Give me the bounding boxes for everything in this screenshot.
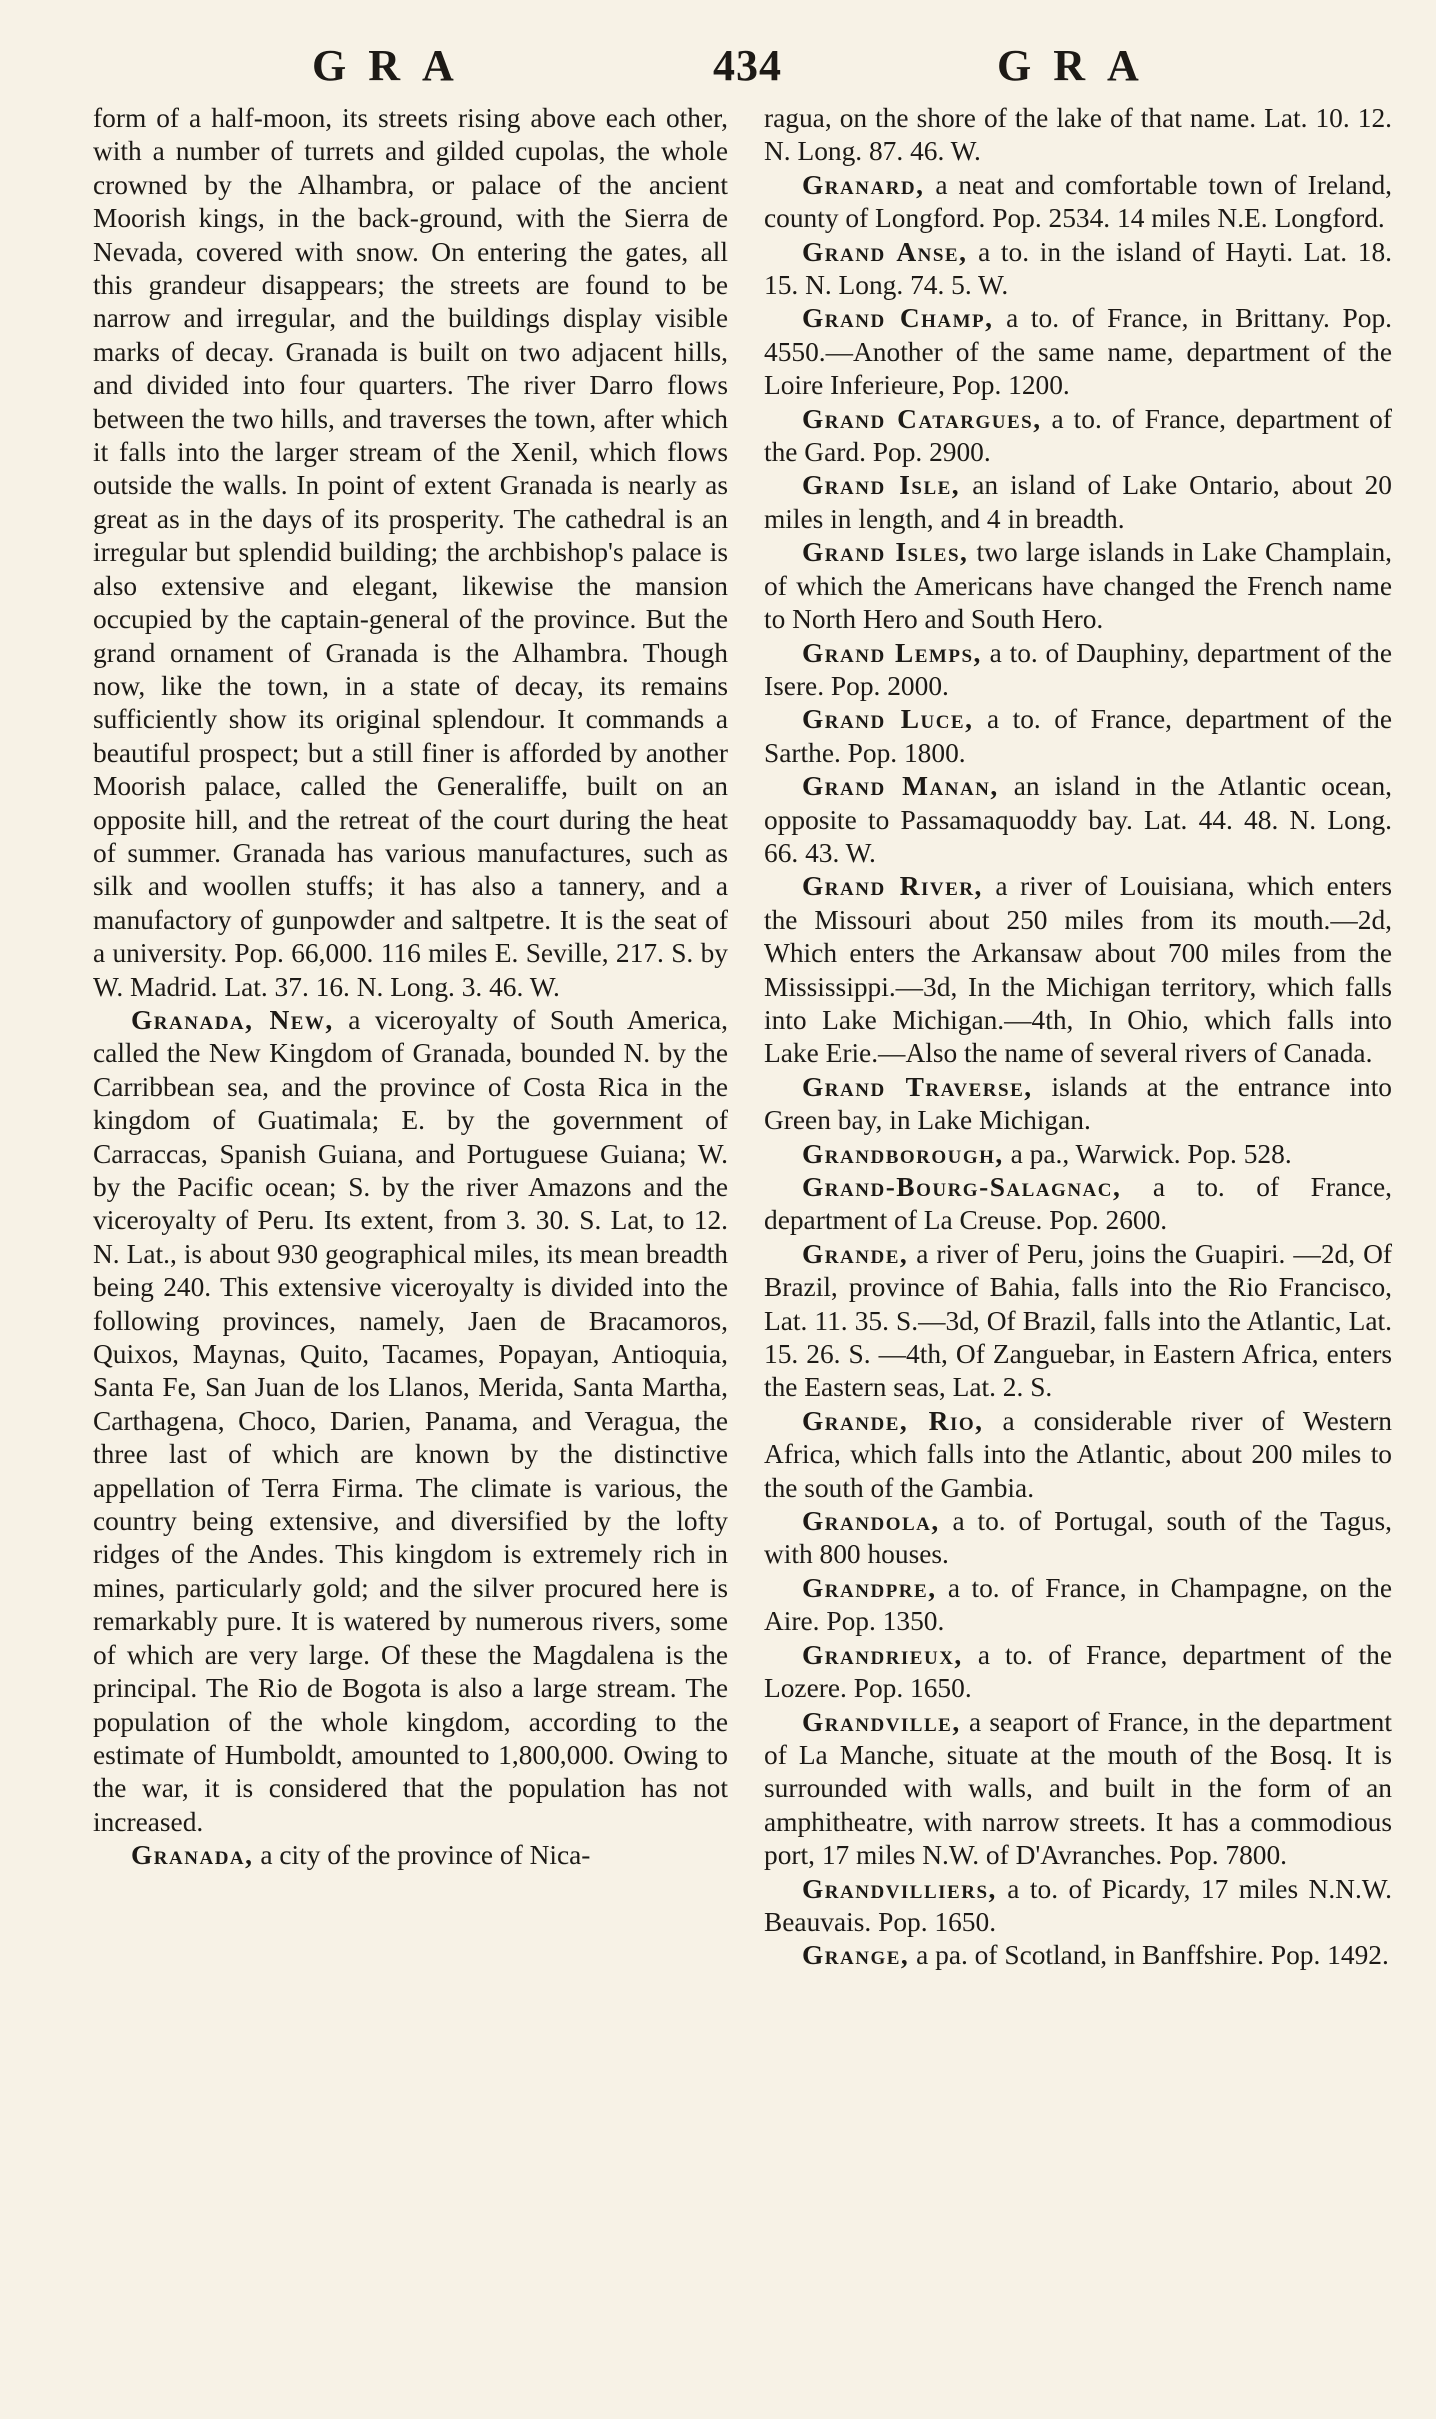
entry-grand-catargues [764, 403, 1392, 470]
entry-headword: Grandborough, [802, 1138, 1004, 1169]
entry-text: a to. of France, department of the Gard. Pop. 2900. [764, 403, 1392, 468]
entry-headword: Granada, [131, 1840, 254, 1871]
entry-text: a to. of Portugal, south of the Tagus, with 800 houses. [764, 1506, 1392, 1570]
entry-grande-rio [764, 1405, 1392, 1505]
entry-text: an island in the Atlantic ocean, opposite to Passamaquoddy bay. Lat. 44. 48. N. Long. 66. 43. W. [764, 771, 1393, 868]
entry-headword: Grand Anse, [802, 236, 968, 267]
entry-granada-continued: form of a half-moon, its streets rising above each other, with a number of turrets and gilded cupolas, the whole crowned by the Alhambra, or palace of the ancient Moorish kings, in the back-ground, with the Sierra de Nevada, covered with snow. On entering the gates, all this grandeur disappears; the streets are found to be narrow and irregular, and the buildings display visible marks of decay. Granada is built on two adjacent hills, and divided into four quarters. The river Darro flows between the two hills, and traverses the town, after which it falls into the larger stream of the Xenil, which flows outside the walls. In point of extent Granada is nearly as great as in the days of its prosperity. The cathedral is an irregular but splendid building; the archbishop's palace is also extensive and elegant, likewise the mansion occupied by the captain-general of the province. But the grand ornament of Granada is the Alhambra. Though now, like the town, in a state of decay, its remains sufficiently show its original splendour. It commands a beautiful prospect; but a still finer is afforded by another Moorish palace, called the Generaliffe, built on an opposite hill, and the retreat of the court during the heat of summer. Granada has various manufactures, such as silk and woollen stuffs; it has also a tannery, and a manufactory of gunpowder and saltpetre. It is the seat of a university. Pop. 66,000. 116 miles E. Seville, 217. S. by W. Madrid. Lat. 37. 16. N. Long. 3. 46. W. [93, 103, 728, 1002]
entry-headword: Grande, [802, 1238, 909, 1269]
entry-headword: Grandrieux, [802, 1639, 963, 1670]
entry-grand-anse [764, 236, 1392, 303]
entry-headword: Grandville, [802, 1706, 961, 1737]
entry-grandrieux [764, 1639, 1392, 1706]
entry-headword: Grand Isle, [802, 470, 961, 501]
entry-headword: Grand Traverse, [802, 1071, 1033, 1102]
entry-headword: Grandola, [802, 1506, 940, 1537]
entry-headword: Grand Luce, [802, 704, 974, 735]
left-column [93, 102, 728, 1873]
entry-text: a neat and comfortable town of Ireland, county of Longford. Pop. 2534. 14 miles N.E. Longford. [764, 169, 1392, 234]
entry-text: islands at the entrance into Green bay, in Lake Michigan. [764, 1071, 1392, 1136]
entry-headword: Granada, New, [131, 1004, 334, 1035]
entry-grande [764, 1238, 1392, 1405]
entry-granada-city [93, 1839, 728, 1872]
entry-text: a river of Louisiana, which enters the Missouri about 250 miles from its mouth.—2d, Which enters the Arkansaw about 700 miles from the Mississippi.—3d, In the Michigan territory, which falls into Lake Michigan.—4th, In Ohio, which falls into Lake Erie.—Also the name of several rivers of Canada. [764, 871, 1392, 1069]
entry-headword: Grand Champ, [802, 303, 994, 334]
entry-text: a to. of France, department of the Lozere. Pop. 1650. [764, 1639, 1392, 1704]
page-header [0, 40, 1436, 90]
entry-headword: Grand River, [802, 871, 983, 902]
entry-text: a city of the province of Nica- [253, 1840, 591, 1871]
entry-text: a to. of France, department of the Sarthe. Pop. 1800. [764, 704, 1392, 768]
right-column [764, 102, 1392, 1973]
entry-text: a pa. of Scotland, in Banffshire. Pop. 1492. [909, 1940, 1389, 1971]
entry-granard [764, 169, 1392, 236]
entry-headword: Grand Catargues, [802, 403, 1042, 434]
page-number: 434 [713, 41, 782, 90]
entry-headword: Grandpre, [802, 1572, 937, 1603]
entry-text: a river of Peru, joins the Guapiri. —2d, Of Brazil, province of Bahia, falls into the Rio Francisco, Lat. 11. 35. S.—3d, Of Brazil, falls into the Atlantic, Lat. 15. 26. S. —4th, Of Zanguebar, in Eastern Africa, enters the Eastern seas, Lat. 2. S. [764, 1238, 1392, 1403]
entry-text: a to. of France, department of La Creuse. Pop. 2600. [764, 1172, 1392, 1236]
entry-headword: Grand Manan, [802, 771, 999, 802]
entry-headword: Grandvilliers, [802, 1873, 997, 1904]
entry-grandborough [764, 1138, 1392, 1171]
entry-grand-bourg-salagnac [764, 1171, 1392, 1238]
entry-grand-manan [764, 770, 1392, 870]
entry-granada-city-continued: ragua, on the shore of the lake of that name. Lat. 10. 12. N. Long. 87. 46. W. [764, 103, 1392, 167]
entry-grand-champ [764, 302, 1392, 402]
entry-text: a to. of France, in Champagne, on the Aire. Pop. 1350. [764, 1572, 1392, 1637]
entry-headword: Grand Lemps, [802, 637, 982, 668]
entry-text: a to. of France, in Brittany. Pop. 4550.—Another of the same name, department of the Loire Inferieure, Pop. 1200. [764, 303, 1392, 401]
entry-text: a to. in the island of Hayti. Lat. 18. 15. N. Long. 74. 5. W. [764, 236, 1392, 301]
entry-grand-river [764, 870, 1392, 1070]
entry-text: a to. of Dauphiny, department of the Isere. Pop. 2000. [764, 637, 1393, 701]
entry-grandpre [764, 1572, 1392, 1639]
entry-text: a viceroyalty of South America, called the New Kingdom of Granada, bounded N. by the Carribbean sea, and the province of Costa Rica in the kingdom of Guatimala; E. by the government of Carraccas, Spanish Guiana, and Portuguese Guiana; W. by the Pacific ocean; S. by the river Amazons and the viceroyalty of Peru. Its extent, from 3. 30. S. Lat, to 12. N. Lat., is about 930 geographical miles, its mean breadth being 240. This extensive viceroyalty is divided into the following provinces, namely, Jaen de Bracamoros, Quixos, Maynas, Quito, Tacames, Popayan, Antioquia, Santa Fe, San Juan de los Llanos, Merida, Santa Martha, Carthagena, Choco, Darien, Panama, and Veragua, the three last of which are known by the distinctive appellation of Terra Firma. The climate is various, the country being extensive, and diversified by the lofty ridges of the Andes. This kingdom is extremely rich in mines, particularly gold; and the silver procured here is remarkably pure. It is watered by numerous rivers, some of which are very large. Of these the Magdalena is the principal. The Rio de Bogota is also a large stream. The population of the whole kingdom, according to the estimate of Humboldt, amounted to 1,800,000. Owing to the war, it is considered that the population has not increased. [93, 1004, 728, 1837]
entry-headword: Grande, Rio, [802, 1405, 984, 1436]
entry-text: two large islands in Lake Champlain, of which the Americans have changed the French name to North Hero and South Hero. [764, 537, 1392, 635]
entry-text: a seaport of France, in the department of La Manche, situate at the mouth of the Bosq. It is surrounded with walls, and built in the form of an amphitheatre, with narrow streets. It has a commodious port, 17 miles N.W. of D'Avranches. Pop. 7800. [764, 1706, 1392, 1871]
header-left-guide-word: GRA [312, 41, 476, 90]
entry-text: a to. of Picardy, 17 miles N.N.W. Beauvais. Pop. 1650. [764, 1873, 1392, 1937]
entry-grand-traverse [764, 1071, 1392, 1138]
entry-headword: Grand-Bourg-Salagnac, [802, 1172, 1122, 1202]
entry-grand-lemps [764, 637, 1392, 704]
entry-grange [764, 1939, 1392, 1972]
entry-headword: Granard, [802, 169, 925, 200]
entry-text: an island of Lake Ontario, about 20 miles in length, and 4 in breadth. [764, 470, 1392, 534]
entry-headword: Grange, [802, 1940, 910, 1971]
entry-grandvilliers [764, 1873, 1392, 1940]
entry-grand-luce [764, 703, 1392, 770]
entry-granada-new [93, 1004, 728, 1839]
entry-headword: Grand Isles, [802, 537, 969, 568]
entry-grand-isles [764, 536, 1392, 636]
entry-grandola [764, 1505, 1392, 1572]
entry-grand-isle [764, 469, 1392, 536]
header-right-guide-word: GRA [997, 41, 1161, 90]
entry-grandville [764, 1706, 1392, 1873]
entry-text: a pa., Warwick. Pop. 528. [1003, 1138, 1292, 1169]
entry-text: a considerable river of Western Africa, which falls into the Atlantic, about 200 miles to the south of the Gambia. [764, 1405, 1392, 1503]
